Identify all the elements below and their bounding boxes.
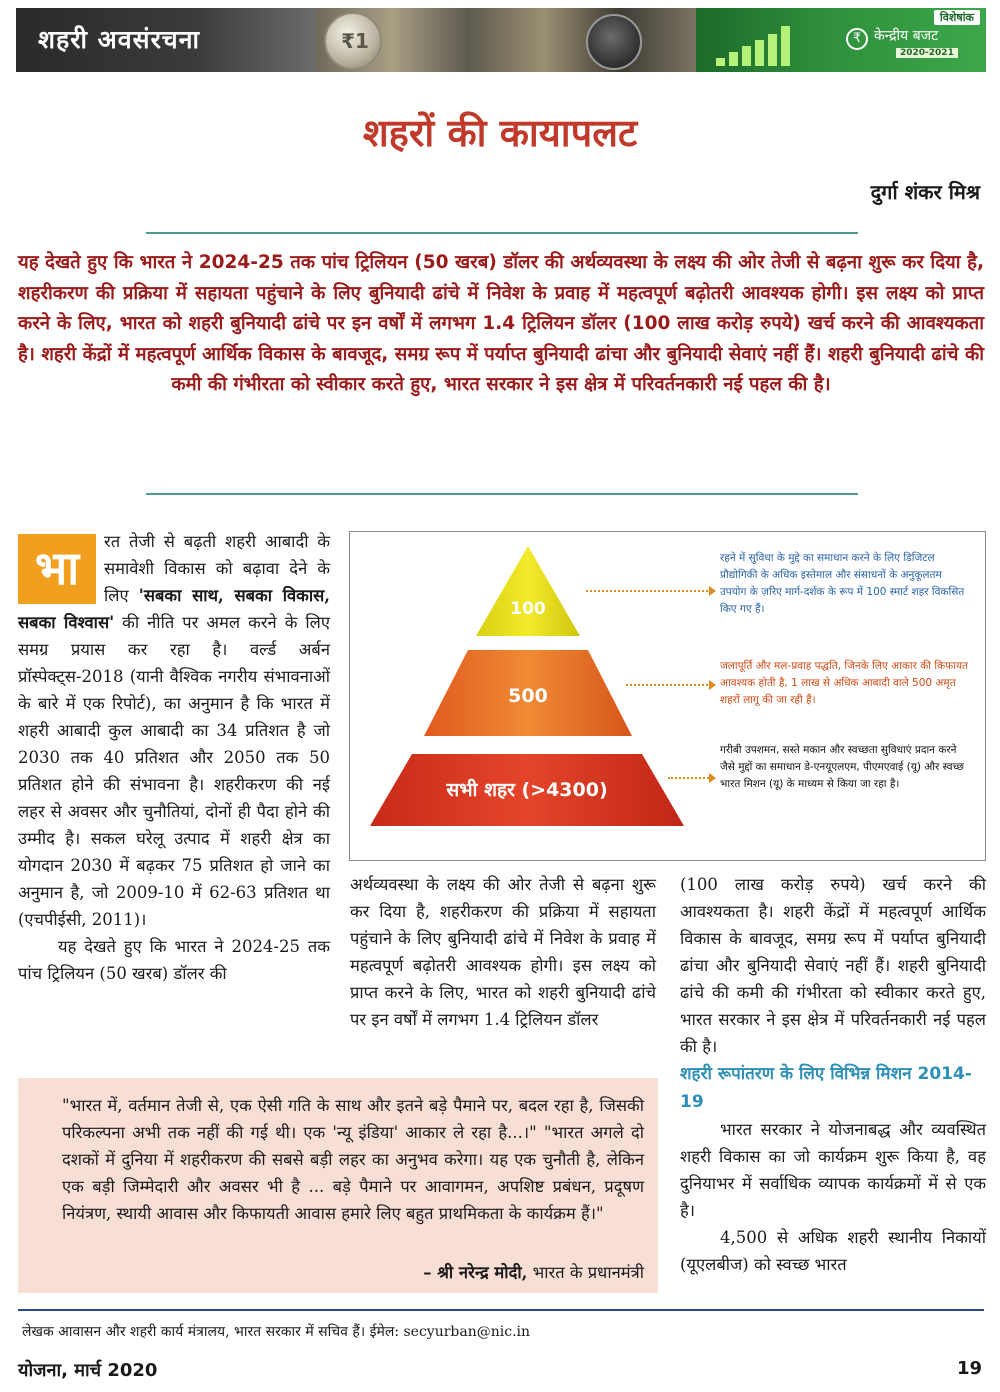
body-paragraph: भारत सरकार ने योजनाबद्ध और व्यवस्थित शहरी विकास का जो कार्यक्रम शुरू किया है, वह दुनियाभर में सर्वाधिक व्यापक कार्यक्रमों में से एक है। [680,1120,986,1220]
body-text: रत तेजी से बढ़ती शहरी आबादी के समावेशी विकास को बढ़ावा देने के लिए [104,532,330,605]
body-paragraph: अर्थव्यवस्था के लक्ष्य की ओर तेजी से बढ़ना शुरू कर दिया है, शहरीकरण की प्रक्रिया में सहायता पहुंचाने के लिए बुनियादी ढांचे में निवेश के प्रवाह में महत्वपूर्ण बढ़ोतरी आवश्यक होगी। इस लक्ष्य को प्राप्त करने के लिए, भारत को शहरी बुनियादी ढांचे पर इन वर्षों में लगभग 1.4 ट्रिलियन डॉलर [350,875,656,1029]
arrow-connector [668,777,712,779]
rupee-icon: ₹ [846,28,868,50]
intro-paragraph: यह देखते हुए कि भारत ने 2024-25 तक पांच ट्रिलियन (50 खरब) डॉलर की अर्थव्यवस्था के लक्ष्य की ओर तेजी से बढ़ना शुरू कर दिया है, शहरीकरण की प्रक्रिया में सहायता पहुंचाने के लिए बुनियादी ढांचे में निवेश के प्रवाह में महत्वपूर्ण बढ़ोतरी आवश्यक होगी। इस लक्ष्य को प्राप्त करने के लिए, भारत को शहरी बुनियादी ढांचे पर इन वर्षों में लगभग 1.4 ट्रिलियन डॉलर (100 लाख करोड़ रुपये) खर्च करने की आवश्यकता है। शहरी केंद्रों में महत्वपूर्ण आर्थिक विकास के बावजूद, समग्र रूप में पर्याप्त बुनियादी ढांचा और बुनियादी सेवाएं नहीं हैं। शहरी बुनियादी ढांचे की कमी की गंभीरता को स्वीकार करते हुए, भारत सरकार ने इस क्षेत्र में परिवर्तनकारी नई पहल की है। [18,252,984,395]
coin-mark: ₹1 [341,29,369,53]
article-title: शहरों की कायापलट [362,111,638,155]
budget-label: केन्द्रीय बजट [874,28,939,44]
pyramid-tier-top [476,546,580,636]
section-title: शहरी अवसंरचना [38,25,201,54]
journal-name: योजना, मार्च 2020 [18,1360,158,1381]
special-issue-badge: विशेषांक [934,10,980,25]
quote-speaker: – श्री नरेन्द्र मोदी, [423,1263,528,1282]
body-text: की नीति पर अमल करने के लिए समग्र प्रयास कर रहा है। वर्ल्ड अर्बन प्रॉस्पेक्ट्स-2018 (यानी वैश्विक नगरीय संभावनाओं के बारे में एक रिपोर्ट), का अनुमान है कि भारत में शहरी आबादी कुल आबादी का 34 प्रतिशत है जो 2030 तक 40 प्रतिशत और 2050 तक 50 प्रतिशत होने की संभावना है। शहरीकरण की नई लहर से अवसर और चुनौतियां, दोनों ही पैदा होने की उम्मीद है। सकल घरेलू उत्पाद में शहरी क्षेत्र का योगदान 2030 में बढ़कर 75 प्रतिशत हो जाने का अनुमान है, जो 2009-10 में 62-63 प्रतिशत था (एचपीईसी, 2011)। [18,613,330,929]
quote-speaker-role: भारत के प्रधानमंत्री [527,1263,644,1282]
drop-cap: भा [18,534,96,604]
pyramid-infographic [349,531,986,861]
tier-note-amrut-cities: जलापूर्ति और मल-प्रवाह पद्धति, जिनके लिए आकार की किफायत आवश्यक होती है, 1 लाख से अधिक आबादी वाले 500 अमृत शहरों लागू की जा रही हैं। [720,660,969,706]
section-tab [16,8,316,72]
body-column-3 [680,871,986,1278]
body-paragraph: (100 लाख करोड़ रुपये) खर्च करने की आवश्यकता है। शहरी केंद्रों में महत्वपूर्ण आर्थिक विकास के बावजूद, समग्र रूप में पर्याप्त बुनियादी ढांचा और बुनियादी सेवाएं नहीं हैं। शहरी बुनियादी ढांचे की कमी की गंभीरता को स्वीकार करते हुए, भारत सरकार ने इस क्षेत्र में परिवर्तनकारी नई पहल की है। [680,875,986,1056]
budget-badge-area [696,8,986,72]
divider [146,493,858,495]
growth-chart-icon [716,26,790,66]
body-column-1 [18,528,330,987]
arrow-connector [626,684,712,686]
divider [146,232,858,234]
author-footnote: लेखक आवासन और शहरी कार्य मंत्रालय, भारत सरकार में सचिव हैं। ईमेल: secyurban@nic.in [22,1324,531,1340]
budget-year: 2020-2021 [896,48,958,58]
author-name: दुर्गा शंकर मिश्र [870,180,980,204]
coin-icon [324,12,382,70]
quote-attribution [423,1260,644,1283]
rbi-seal-icon [586,14,642,70]
page-number: 19 [956,1358,982,1379]
quote-text: "भारत में, वर्तमान तेजी से, एक ऐसी गति के साथ और इतने बड़े पैमाने पर, बदल रहा है, जिसकी परिकल्पना अभी तक नहीं की गई थी। एक 'न्यू इंडिया' आकार ले रहा है...।" "भारत अगले दो दशकों में दुनिया में शहरीकरण की सबसे बड़ी लहर का अनुभव करेगा। यह एक चुनौती है, लेकिन एक बड़ी जिम्मेदारी और अवसर भी है ... बड़े पैमाने पर आवागमन, अपशिष्ट प्रबंधन, प्रदूषण नियंत्रण, स्थायी आवास और किफायती आवास हमारे लिए बहुत प्राथमिकता के कार्यक्रम हैं।" [62,1096,644,1223]
slogan-text: 'सबका साथ, सबका विकास, सबका विश्वास' [18,586,330,632]
pull-quote-box [18,1078,658,1293]
tier-label-all-cities: सभी शहर (>4300) [446,779,608,801]
tier-label-100: 100 [510,599,546,619]
footer-divider [18,1309,984,1311]
section-heading: शहरी रूपांतरण के लिए विभिन्न मिशन 2014-19 [680,1064,972,1112]
tier-note-all-cities: गरीबी उपशमन, सस्ते मकान और स्वच्छता सुविधाएं प्रदान करने जैसे मुद्दों का समाधान डे-एनयूएलएम, पीएमएवाई (यू) और स्वच्छ भारत मिशन (यू) के माध्यम से किया जा रहा है। [720,744,964,790]
arrow-connector [586,590,712,592]
body-paragraph: यह देखते हुए कि भारत ने 2024-25 तक पांच ट्रिलियन (50 खरब) डॉलर की [18,937,330,983]
body-column-2 [350,871,656,1033]
header-banner [16,8,986,72]
body-paragraph [18,528,330,933]
body-paragraph: 4,500 से अधिक शहरी स्थानीय निकायों (यूएलबीज) को स्वच्छ भारत [680,1228,986,1274]
tier-label-500: 500 [508,685,548,707]
header-photo-collage [316,8,696,72]
tier-note-smart-cities: रहने में सुविधा के मुद्दे का समाधान करने के लिए डिजिटल प्रौद्योगिकी के अधिक इस्तेमाल और संसाधनों के अनुकूलतम उपयोग के ज़रिए मार्ग-दर्शक के रूप में 100 स्मार्ट शहर विकसित किए गए हैं। [720,552,965,615]
